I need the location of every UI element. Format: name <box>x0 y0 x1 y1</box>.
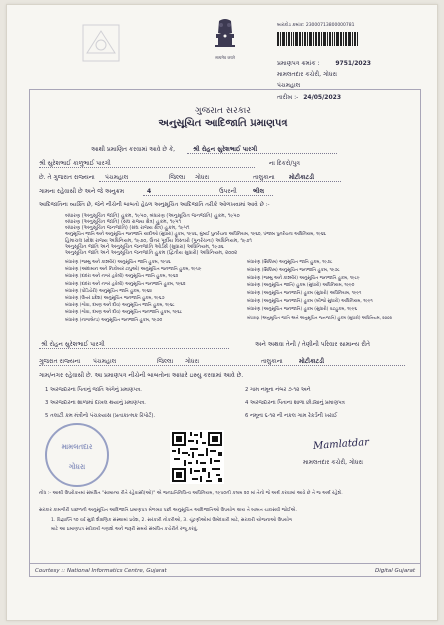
residence-holder-name: શ્રી રોહન સુરેશભાઈ પારગી <box>41 341 105 348</box>
list-item: બંધારણ (અનુસૂચિત જાતિ) હુકમ (સુધારો) અધિનિયમ, ૧૯૯૦ <box>247 283 355 289</box>
basis-item: 6 નમૂના ૬-૧૨ ની નકલ ગામ રેકર્ડની ખરાઈ <box>245 413 338 419</box>
basis-item: 2 ગામ નમૂના નંબર ૭-૧૨ અને <box>245 387 311 393</box>
district-name: પંચમહાલ <box>105 174 129 181</box>
holder-name: શ્રી રોહન સુરેશભાઈ પારગી <box>193 146 258 153</box>
list-item: બંધારણ (દાદરા અને નગર હવેલી) અનુસૂચિત જાતિ હુકમ, ૧૯૬૨ <box>65 274 179 280</box>
list-item: બંધારણ (અનુસૂચિત જાતિ અને અનુસૂચિત જનજાતિ) હુકમ (સુધારો) અધિનિયમ, ૨૦૦૨ <box>247 314 392 320</box>
basis-item: 4 અરજદારના પિતાના શાળા છોડ્યાનું પ્રમાણપત્ર <box>245 400 345 406</box>
list-item: બંધારણ (જમ્મુ અને કાશ્મીર) અનુસૂચિત જાતિ હુકમ, ૧૯૫૬ <box>65 260 171 265</box>
barcode <box>277 31 377 45</box>
national-emblem <box>210 17 240 60</box>
serial-number: 4 <box>147 188 152 195</box>
list-item: બંધારણ (અનુસૂચિત જનજાતિ) હુકમ (સુધારો) અધિનિયમ, ૧૯૯૧ <box>247 291 362 297</box>
certificate-number-label: પ્રમાણપત્ર ક્રમાંક : <box>277 60 320 67</box>
list-item: બંધારણ (દાદરા અને નગર હવેલી) અનુસૂચિત જનજાતિ હુકમ, ૧૯૬૨ <box>65 281 186 287</box>
list-item: અનુસૂચિત જાતિ અને અનુસૂચિત જનજાતિ યાદીઓ (સુધારા) હુકમ, ૧૯૫૬, મુંબઈ પુનર્રચના અધિનિયમ, ૧૯૬૦, પંજાબ પુનર્રચના અધિનિયમ, ૧૯૬૬ <box>65 231 326 237</box>
instruction-line: માટે આ પ્રમાણપત્ર સ્વીકાર્ય ગણાશે અને જરૂરી સમયે સંબંધિત કચેરીને રજૂ કરવું. <box>51 527 199 532</box>
list-item: બંધારણ (અનુસૂચિત જાતિ) હુકમ, ૧૯૫૦, બંધારણ (અનુસૂચિત જનજાતિ) હુકમ, ૧૯૫૦ <box>65 213 240 219</box>
residence-village: મોટીકાટડી <box>299 358 325 365</box>
lion-capital-icon <box>210 17 240 51</box>
stamp-line2: ગોધરા <box>68 463 86 471</box>
residence-taluka: ગોધરા <box>185 358 200 365</box>
list-item: બંધારણ (અનુસૂચિત જનજાતિ) હુકમ (બીજો સુધારો) અધિનિયમ, ૧૯૯૧ <box>247 298 373 304</box>
certificate-number: 9751/2023 <box>335 60 371 67</box>
residence-district-label: જિલ્લા <box>157 358 174 365</box>
residence-suffix: અને અથવા તેની / તેણીની પરિવાર સામાન્ય રીતે <box>255 341 371 348</box>
barcode-number: બારકોડ ક્રમાંક: 23000713800000781 <box>277 23 355 28</box>
basis-item: 5 તલાટી કમ મંત્રીનો પંચકયાસ (પ્રતાકાત્મક રિપોર્ટ). <box>45 413 156 419</box>
certificate-border <box>29 89 421 577</box>
footer-brand: Digital Gujarat <box>374 568 415 574</box>
village-name: મોટીકાટડી <box>289 174 315 181</box>
instruction-line: 1. વિજ્ઞાપ્તિ ૧૦ વર્ષ સુધી શૈક્ષણિક સંસ્થામાં પ્રવેશ, 2. સરકારી નોકરીઓ, 3. ચૂંટણીઓમાં ઉમેદવારી માટે, સરકારી યોજનાઓ ઉપયોગ <box>51 518 293 523</box>
list-item: બંધારણ (આંદામાન અને નિકોબાર ટાપુઓ) અનુસૂચિત જનજાતિ હુકમ, ૧૯૫૯ <box>65 267 202 273</box>
tribe-name: ભીલ <box>253 188 265 195</box>
district-label: જિલ્લા <box>169 174 186 181</box>
residence-line2: ગામ/નગર રહેવાસી છે. આ પ્રમાણપત્ર નીચેની બાબતોના આધારે ઇસ્યુ કરવામાં આવે છે. <box>39 372 244 379</box>
list-item: બંધારણ (નાગાલેન્ડ) અનુસૂચિત જનજાતિ હુકમ, ૧૯૭૦ <box>65 317 163 323</box>
issuing-district: પંચમહાલ <box>277 82 301 89</box>
state-prefix: છે. તે ગુજરાત રાજ્યના <box>39 174 95 181</box>
issue-date-label: તારીખ :- <box>277 94 299 101</box>
basis-item: 3 અરજદારના શાળામાં દાખલ થયાનું પ્રમાણપત્ર. <box>45 400 146 406</box>
list-item: અનુસૂચિત જાતિ અને અનુસૂચિત જનજાતિ હુકમ (દ્વિતીય સુધારો) અધિનિયમ, ૨૦૦૨ <box>65 250 238 257</box>
serial-mid: ઉપરની <box>219 188 237 195</box>
recognition-line: આદિજાતિના વ્યક્તિ છે, જેને નીચેની બાબતો હેઠળ અનુસૂચિત આદિજાતિ તરીકે ઓળખવામાં આવે છે :- <box>39 202 270 208</box>
residence-state-prefix: ગુજરાત રાજ્યના <box>39 358 81 365</box>
faded-logo-icon <box>81 23 121 63</box>
list-item: બંધારણ (અનુસૂચિત જાતિ) (સંઘ રાજ્ય ક્ષેત્ર) હુકમ, ૧૯૫૧ <box>65 219 182 226</box>
list-item: બંધારણ (ગોવા, દમણ અને દીવ) અનુસૂચિત જનજાતિ હુકમ, ૧૯૬૮ <box>65 310 183 316</box>
list-item: બંધારણ (સિક્કિમ) અનુસૂચિત જાતિ હુકમ, ૧૯૭૮ <box>247 260 333 265</box>
serial-prefix: ગામના રહેવાસી છે અને જે અનુક્રમ <box>39 188 125 195</box>
issue-date: 24/05/2023 <box>303 94 341 101</box>
footer <box>29 563 421 577</box>
father-name: શ્રી સુરેશભાઈ કાળુભાઈ પારગી <box>39 160 111 167</box>
list-item: બંધારણ (સિક્કિમ) અનુસૂચિત જનજાતિ હુકમ, ૧૯૭૮ <box>247 267 340 273</box>
basis-item: 1 અરજદારના પિતાનું જાતિ અંગેનું પ્રમાણપત્ર. <box>45 387 142 393</box>
certify-prefix: આથી પ્રમાણિત કરવામાં આવે છે કે, <box>91 146 176 153</box>
stamp-line1: મામલતદાર <box>61 443 93 451</box>
certificate-title: અનુસૂચિત આદિજાતિ પ્રમાણપત્ર <box>158 118 288 129</box>
footer-credit: Courtesy :: National Informatics Centre, Gujarat <box>35 568 167 574</box>
list-item: બંધારણ (ગોવા, દમણ અને દીવ) અનુસૂચિત જાતિ હુકમ, ૧૯૬૮ <box>65 303 175 309</box>
residence-district: પંચમહાલ <box>93 358 117 365</box>
government-title: ગુજરાત સરકાર <box>195 106 251 116</box>
list-item: બંધારણ (અનુસૂચિત જનજાતિ) (સંઘ રાજ્ય ક્ષેત્ર) હુકમ, ૧૯૫૧ <box>65 225 190 232</box>
issuing-office: મામલતદાર કચેરી, ગોધરા <box>277 71 338 78</box>
emblem-caption: सत्यमेव जयते <box>215 55 235 60</box>
certificate-paper <box>6 4 438 621</box>
certificate-number-row <box>277 60 371 68</box>
list-item: બંધારણ (ઉત્તર પ્રદેશ) અનુસૂચિત જનજાતિ હુકમ, ૧૯૬૭ <box>65 296 165 302</box>
list-item: અનુસૂચિત જાતિ અને અનુસૂચિત જનજાતિ ઓર્ડર્સ (સુધારા) અધિનિયમ, ૧૯૭૬ <box>65 244 224 251</box>
list-item: બંધારણ (પોંડિચેરી) અનુસૂચિત જાતિ હુકમ, ૧૯૬૪ <box>65 288 152 294</box>
list-item: હિમાચલ પ્રદેશ રાજ્ય અધિનિયમ, ૧૯૭૦, ઉત્તર પૂર્વીય વિસ્તારો (પુનર્રચના) અધિનિયમ, ૧૯૭૧ <box>65 237 252 244</box>
residence-taluka-label: તાલુકાના <box>261 358 283 365</box>
list-item: બંધારણ (જમ્મુ અને કાશ્મીર) અનુસૂચિત જનજાતિ હુકમ, ૧૯૮૯ <box>247 275 360 281</box>
instruction-line: સરકાર કામગીરી પાછળની અનુસૂચિત આદિજાતિ પ્રમાણપત્ર મેળવ્યા પછી અનુસૂચિત આદિજાતિઓ ઉપયોગ થાય તે બાબત ચકાસવી જોઈએ. <box>39 508 297 513</box>
officer-signature: Mamlatdar <box>312 437 370 452</box>
son-of-label: ના દિકરો/પુત્ર <box>269 160 301 167</box>
list-item: બંધારણ (અનુસૂચિત જનજાતિ) હુકમ (સુધારો) વટહુકમ, ૧૯૯૬ <box>247 306 357 312</box>
taluka-label: તાલુકાના <box>253 174 275 181</box>
taluka-name: ગોધરા <box>195 174 210 181</box>
officer-title: મામલતદાર કચેરી, ગોધરા <box>303 459 364 466</box>
note-text: નોંધ :- આથી ઉપરોક્તમાં સંબંધિત "સામાન્ય રીતે રહેવાસી(ઓ)" એ જનપ્રતિનિધિત્વ અધિનિયમ, ૧૯૫૦ની કલમ ૨૦ માં તેનો જે અર્થ કરવામાં આવે છે તે જ અર્થ રહેશે. <box>39 491 343 496</box>
